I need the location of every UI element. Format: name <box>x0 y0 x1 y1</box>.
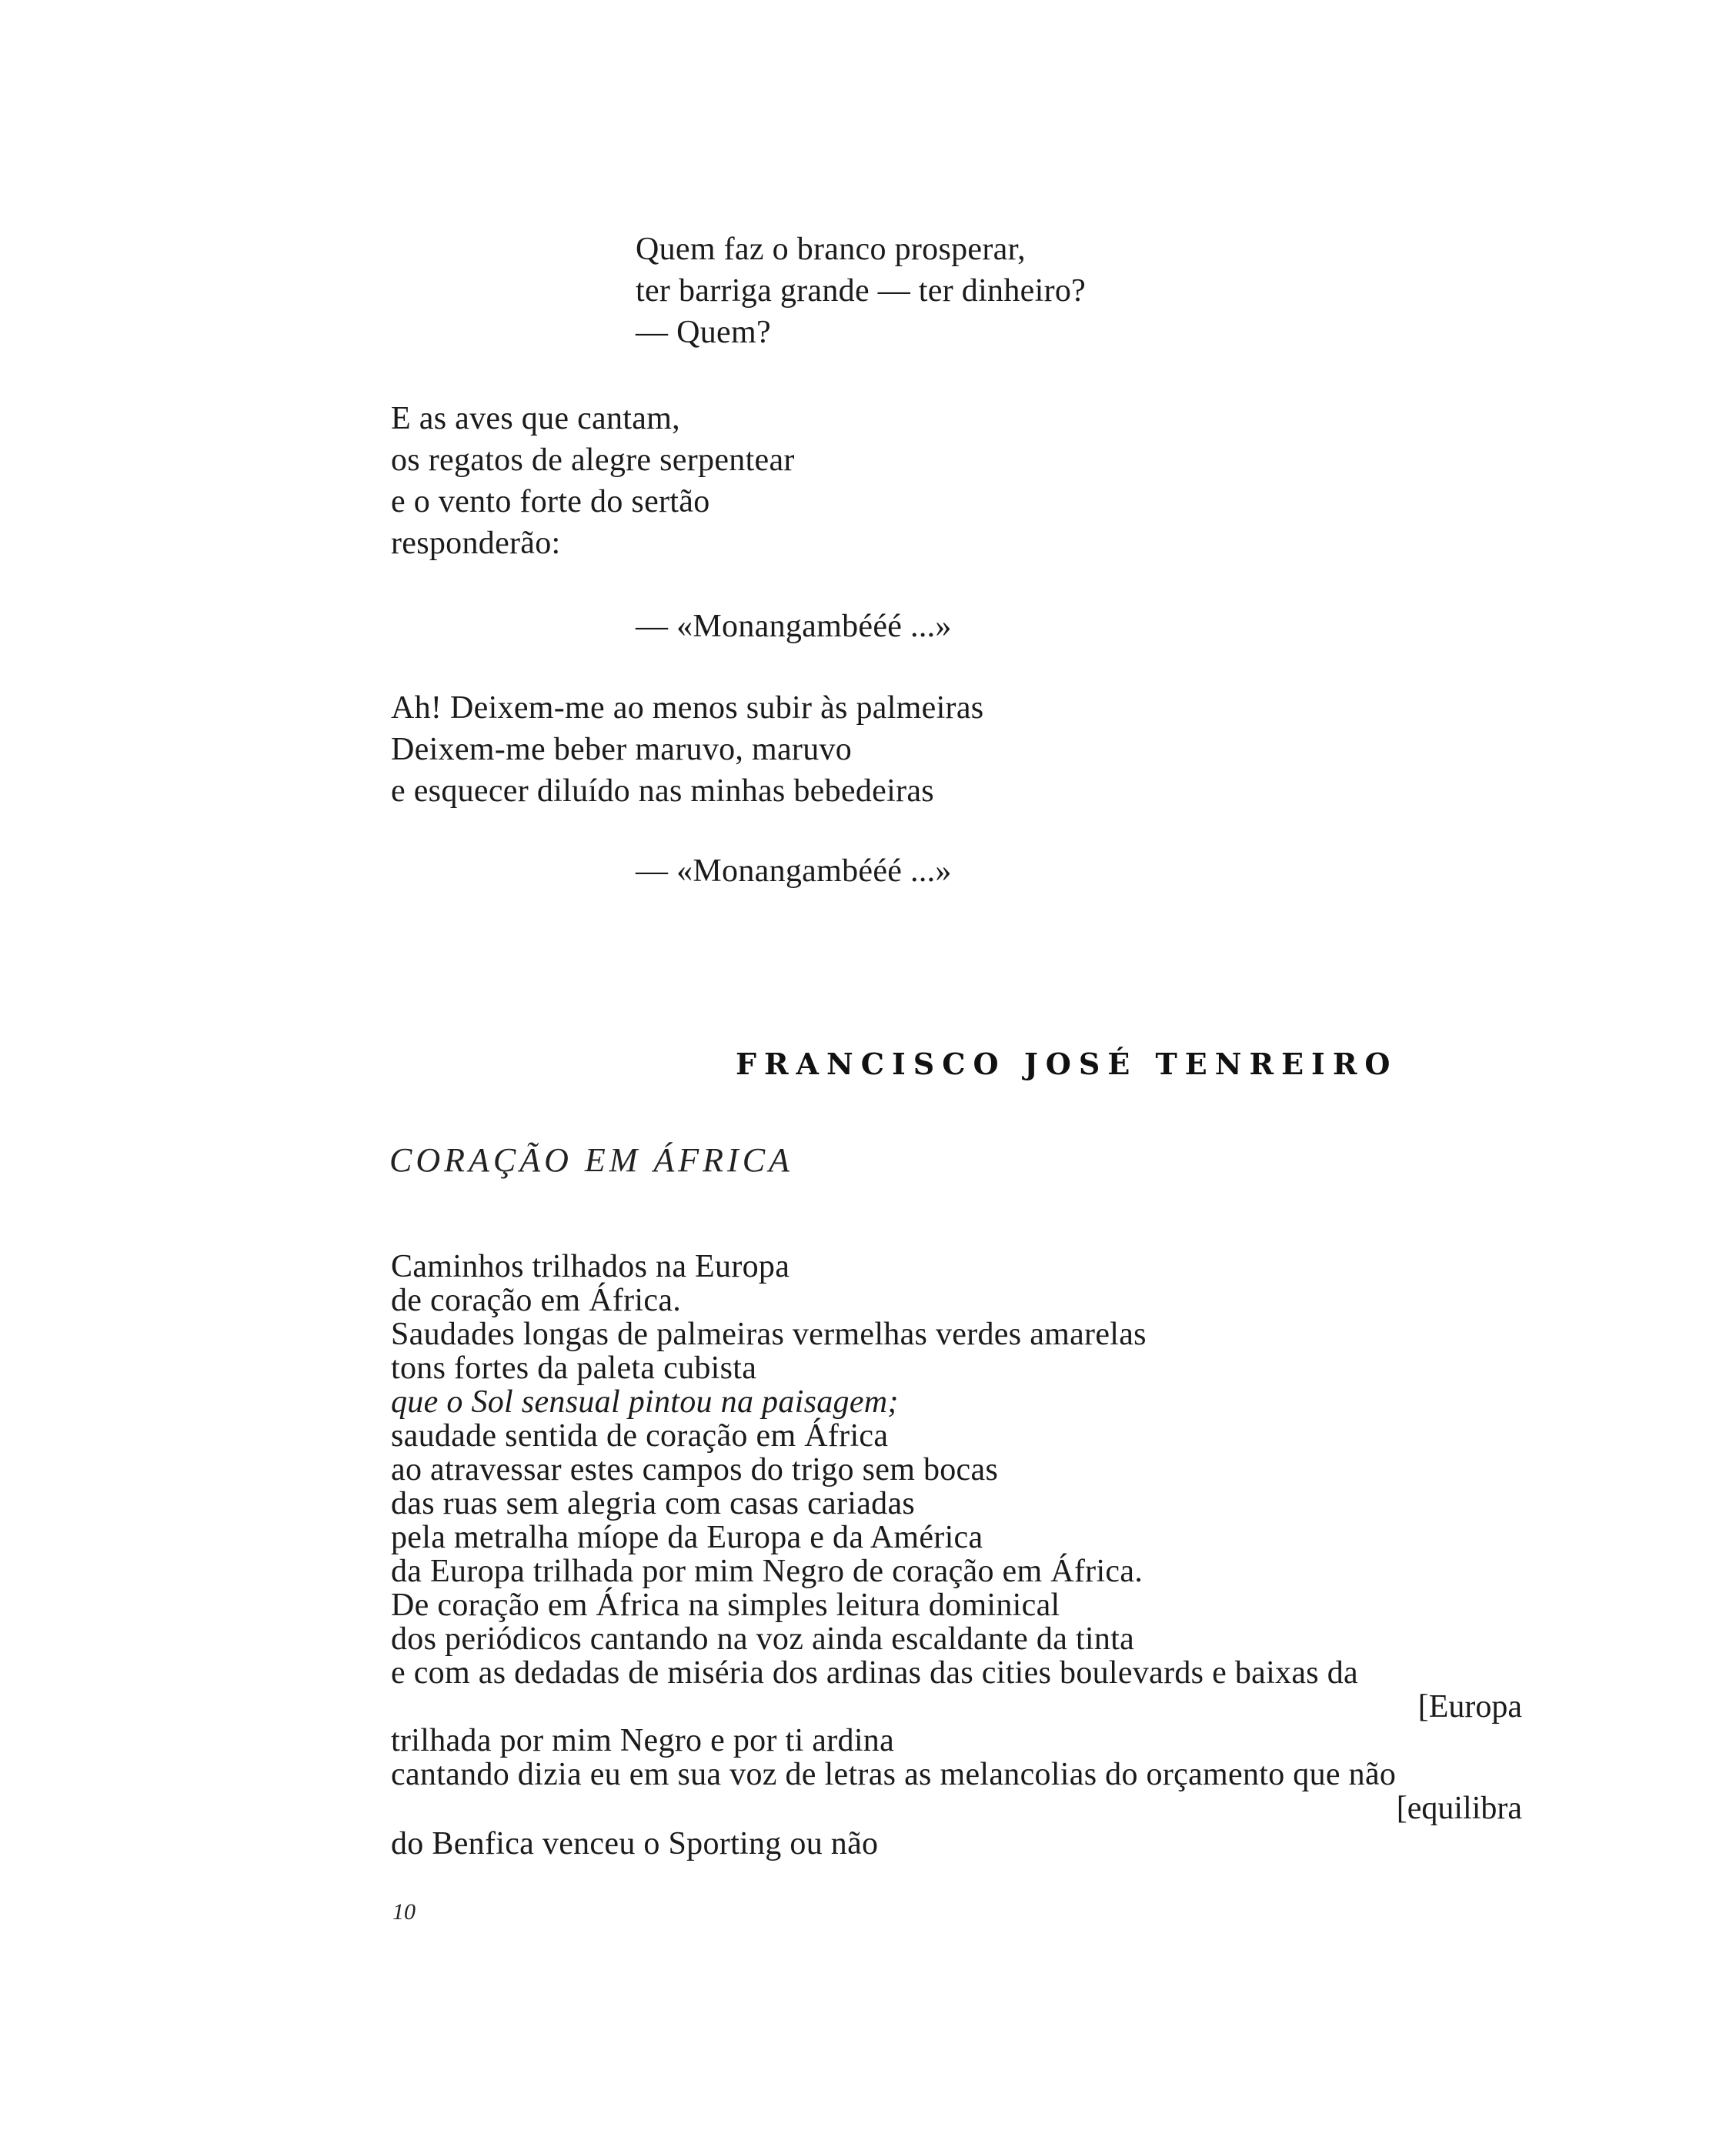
refrain: — «Monangambééé ...» <box>636 853 952 889</box>
author-heading: FRANCISCO JOSÉ TENREIRO <box>736 1047 1398 1081</box>
verse-line: e o vento forte do sertão <box>391 484 710 519</box>
verse-line: cantando dizia eu em sua voz de letras as melancolias do orçamento que não <box>391 1757 1397 1792</box>
verse-line: da Europa trilhada por mim Negro de coração em África. <box>391 1554 1143 1589</box>
verse-line: das ruas sem alegria com casas cariadas <box>391 1486 916 1521</box>
verse-line: Quem faz o branco prosperar, <box>636 232 1026 267</box>
verse-line: De coração em África na simples leitura dominical <box>391 1588 1060 1623</box>
poem-title: CORAÇÃO EM ÁFRICA <box>389 1141 793 1179</box>
verse-line: que o Sol sensual pintou na paisagem; <box>391 1384 899 1420</box>
verse-line: Ah! Deixem-me ao menos subir às palmeiras <box>391 690 984 726</box>
refrain: — «Monangambééé ...» <box>636 609 952 644</box>
verse-continuation: [equilibra <box>1396 1791 1522 1826</box>
verse-line: Saudades longas de palmeiras vermelhas verdes amarelas <box>391 1317 1147 1352</box>
page-number: 10 <box>392 1899 416 1925</box>
verse-line: de coração em África. <box>391 1283 682 1318</box>
verse-line: e esquecer diluído nas minhas bebedeiras <box>391 773 934 809</box>
verse-line: tons fortes da paleta cubista <box>391 1351 757 1386</box>
verse-continuation: [Europa <box>1417 1689 1522 1725</box>
verse-line: do Benfica venceu o Sporting ou não <box>391 1826 879 1862</box>
verse-line: — Quem? <box>636 315 771 350</box>
verse-line: Caminhos trilhados na Europa <box>391 1249 790 1284</box>
verse-line: os regatos de alegre serpentear <box>391 442 795 478</box>
verse-line: ter barriga grande — ter dinheiro? <box>636 273 1087 309</box>
verse-line: pela metralha míope da Europa e da América <box>391 1520 983 1555</box>
verse-line: saudade sentida de coração em África <box>391 1418 889 1454</box>
verse-line: e com as dedadas de miséria dos ardinas das cities boulevards e baixas da <box>391 1655 1358 1691</box>
verse-line: trilhada por mim Negro e por ti ardina <box>391 1723 895 1758</box>
verse-line: E as aves que cantam, <box>391 401 680 436</box>
verse-line: Deixem-me beber maruvo, maruvo <box>391 732 853 767</box>
verse-line: ao atravessar estes campos do trigo sem bocas <box>391 1452 999 1488</box>
verse-line: dos periódicos cantando na voz ainda escaldante da tinta <box>391 1621 1135 1657</box>
verse-line: responderão: <box>391 526 561 561</box>
